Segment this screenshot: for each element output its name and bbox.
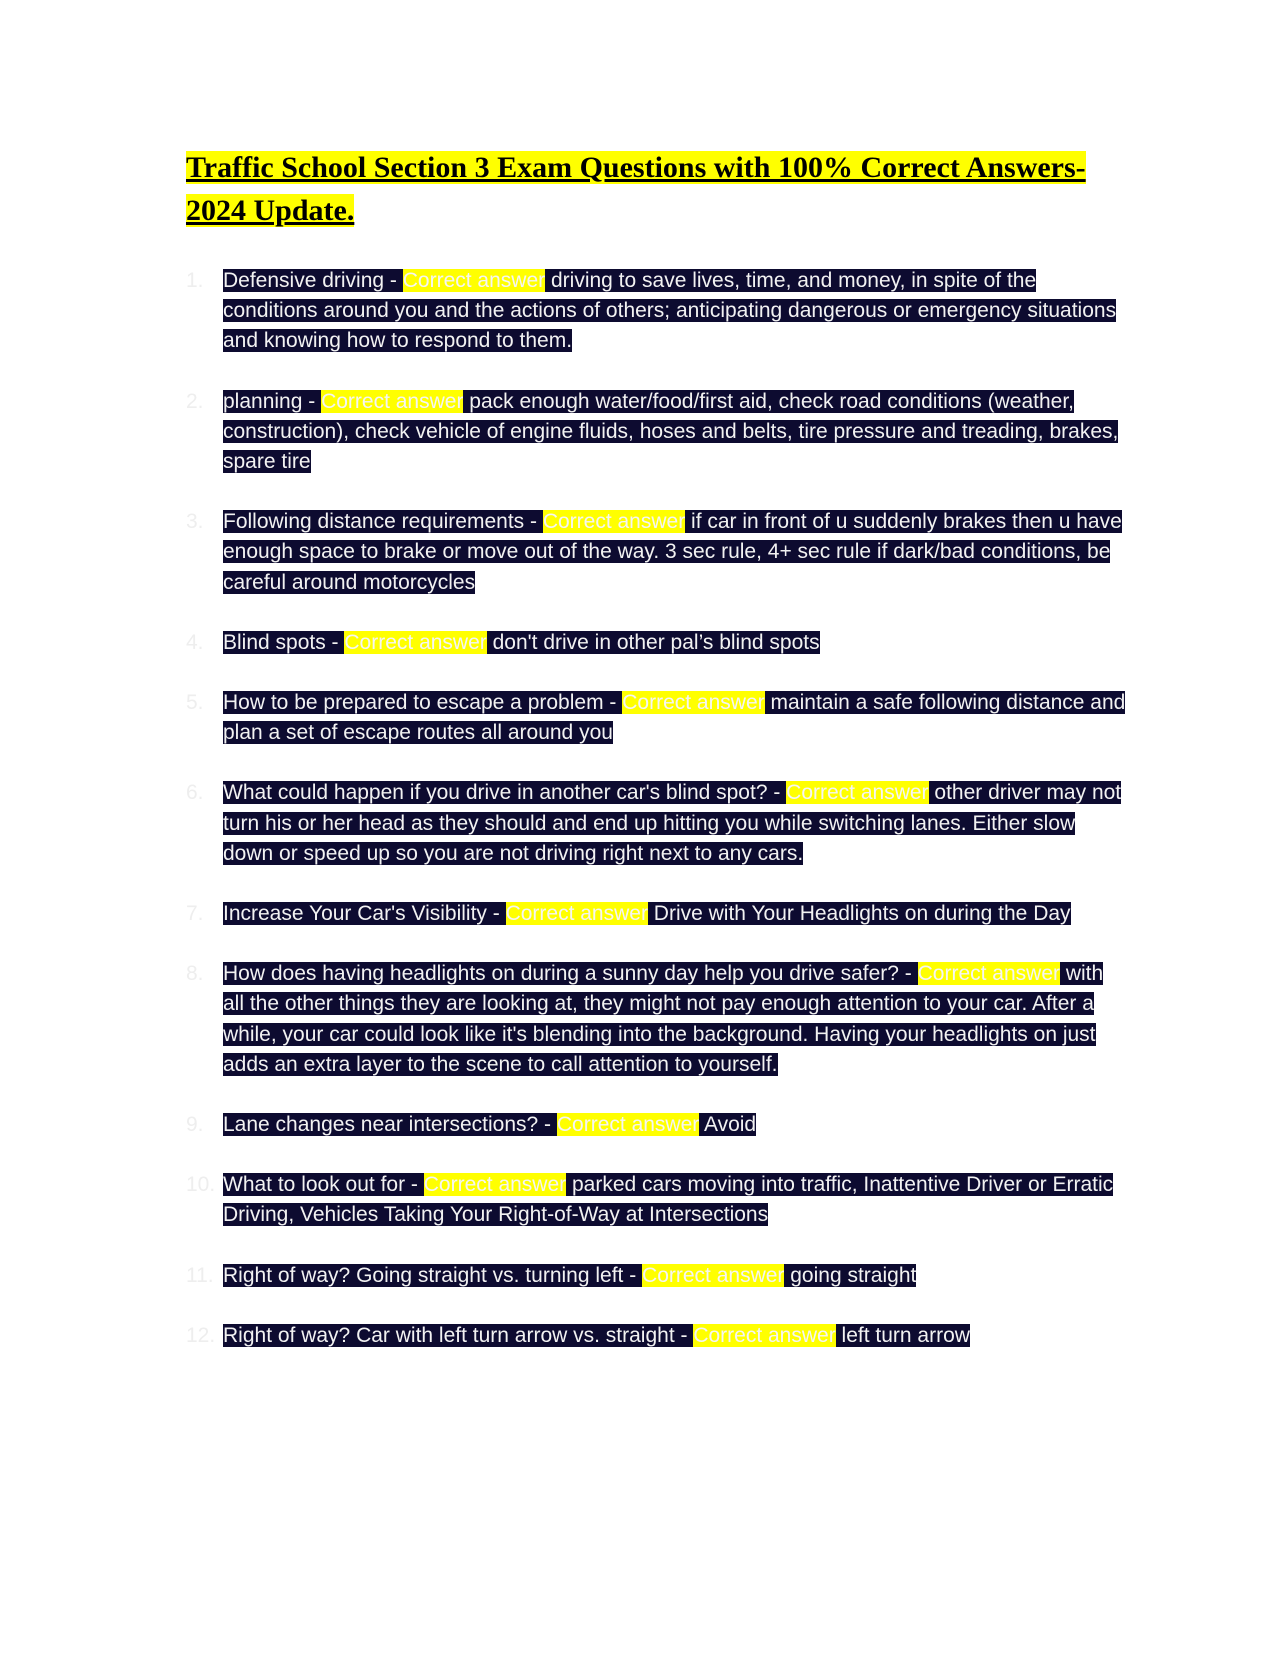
question-item: [186, 899, 1126, 929]
question-text: What to look out for -: [223, 1173, 424, 1197]
question-list: [186, 266, 1126, 1381]
item-number: 2.: [186, 389, 204, 413]
document-title-text: Traffic School Section 3 Exam Questions with 100% Correct Answers-2024 Update.: [186, 151, 1086, 227]
correct-answer-label: Correct answer: [622, 691, 765, 715]
item-number: 1.: [186, 269, 204, 292]
item-number: 11.: [186, 1263, 214, 1287]
correct-answer-label: Correct answer: [402, 269, 546, 292]
answer-text: parked cars moving into traffic, Inattentive Driver or Erratic Driving, Vehicles Taking Your Right-of-Way at Intersections: [223, 1173, 1114, 1227]
question-item: [186, 266, 1126, 357]
question-text: planning -: [223, 389, 322, 413]
question-text: Following distance requirements -: [223, 510, 543, 534]
correct-answer-label: Correct answer: [505, 902, 648, 926]
answer-text: going straight: [784, 1263, 917, 1287]
question-text: How to be prepared to escape a problem -: [223, 691, 623, 715]
answer-text: don't drive in other pal’s blind spots: [486, 630, 820, 654]
question-text: Blind spots -: [223, 630, 345, 654]
correct-answer-label: Correct answer: [542, 510, 686, 534]
correct-answer-label: Correct answer: [642, 1263, 785, 1287]
correct-answer-label: Correct answer: [423, 1173, 567, 1197]
correct-answer-label: Correct answer: [693, 1323, 836, 1347]
answer-text: driving to save lives, time, and money, in spite of the conditions around you and the actions of others; anticipating dangerous or emergency situations and knowing how to respond to them.: [223, 269, 1117, 353]
question-text: How does having headlights on during a sunny day help you drive safer? -: [223, 962, 918, 986]
item-number: 6.: [186, 781, 204, 805]
answer-text: left turn arrow: [835, 1323, 970, 1347]
correct-answer-label: Correct answer: [786, 781, 929, 805]
question-text: Defensive driving -: [223, 269, 403, 292]
question-text: Right of way? Going straight vs. turning left -: [223, 1263, 643, 1287]
question-text: What could happen if you drive in another car's blind spot? -: [223, 781, 787, 805]
question-item: [186, 628, 1126, 658]
item-number: 3.: [186, 510, 204, 534]
answer-text: pack enough water/food/first aid, check road conditions (weather, construction), check vehicle of engine fluids, hoses and belts, tire pressure and treading, brakes, spare tire: [223, 389, 1119, 474]
question-text: Increase Your Car's Visibility -: [223, 902, 506, 926]
question-text: Right of way? Car with left turn arrow vs. straight -: [223, 1323, 694, 1347]
item-number: 8.: [186, 962, 204, 986]
item-number: 9.: [186, 1113, 204, 1137]
correct-answer-label: Correct answer: [344, 630, 487, 654]
question-item: [186, 1170, 1126, 1230]
question-text: Lane changes near intersections? -: [223, 1113, 557, 1137]
answer-text: maintain a safe following distance and plan a set of escape routes all around you: [223, 691, 1126, 745]
question-item: [186, 1110, 1126, 1140]
question-item: [186, 387, 1126, 478]
correct-answer-label: Correct answer: [917, 962, 1060, 986]
item-number: 4.: [186, 630, 204, 654]
item-number: 5.: [186, 691, 204, 715]
answer-text: Drive with Your Headlights on during the Day: [647, 902, 1071, 926]
document-title: [186, 146, 1086, 232]
question-item: [186, 507, 1126, 598]
answer-text: Avoid: [699, 1113, 757, 1137]
question-item: [186, 1321, 1126, 1351]
item-number: 10.: [186, 1173, 216, 1197]
question-item: [186, 1261, 1126, 1291]
answer-text: other driver may not turn his or her head as they should and end up hitting you while switching lanes. Either slow down or speed up so you are not driving right next to any cars.: [223, 781, 1122, 865]
item-number: 12.: [186, 1323, 216, 1347]
answer-text: if car in front of u suddenly brakes then u have enough space to brake or move out of the way. 3 sec rule, 4+ sec rule if dark/bad conditions, be careful around motorcycles: [223, 510, 1122, 594]
question-item: [186, 778, 1126, 869]
question-item: [186, 959, 1126, 1080]
question-item: [186, 688, 1126, 748]
correct-answer-label: Correct answer: [321, 389, 464, 413]
answer-text: with all the other things they are looking at, they might not pay enough attention to your car. After a while, your car could look like it's blending into the background. Having your headlights on just adds an extra layer to the scene to call attention to yourself.: [223, 962, 1104, 1076]
correct-answer-label: Correct answer: [556, 1113, 700, 1137]
item-number: 7.: [186, 902, 204, 926]
